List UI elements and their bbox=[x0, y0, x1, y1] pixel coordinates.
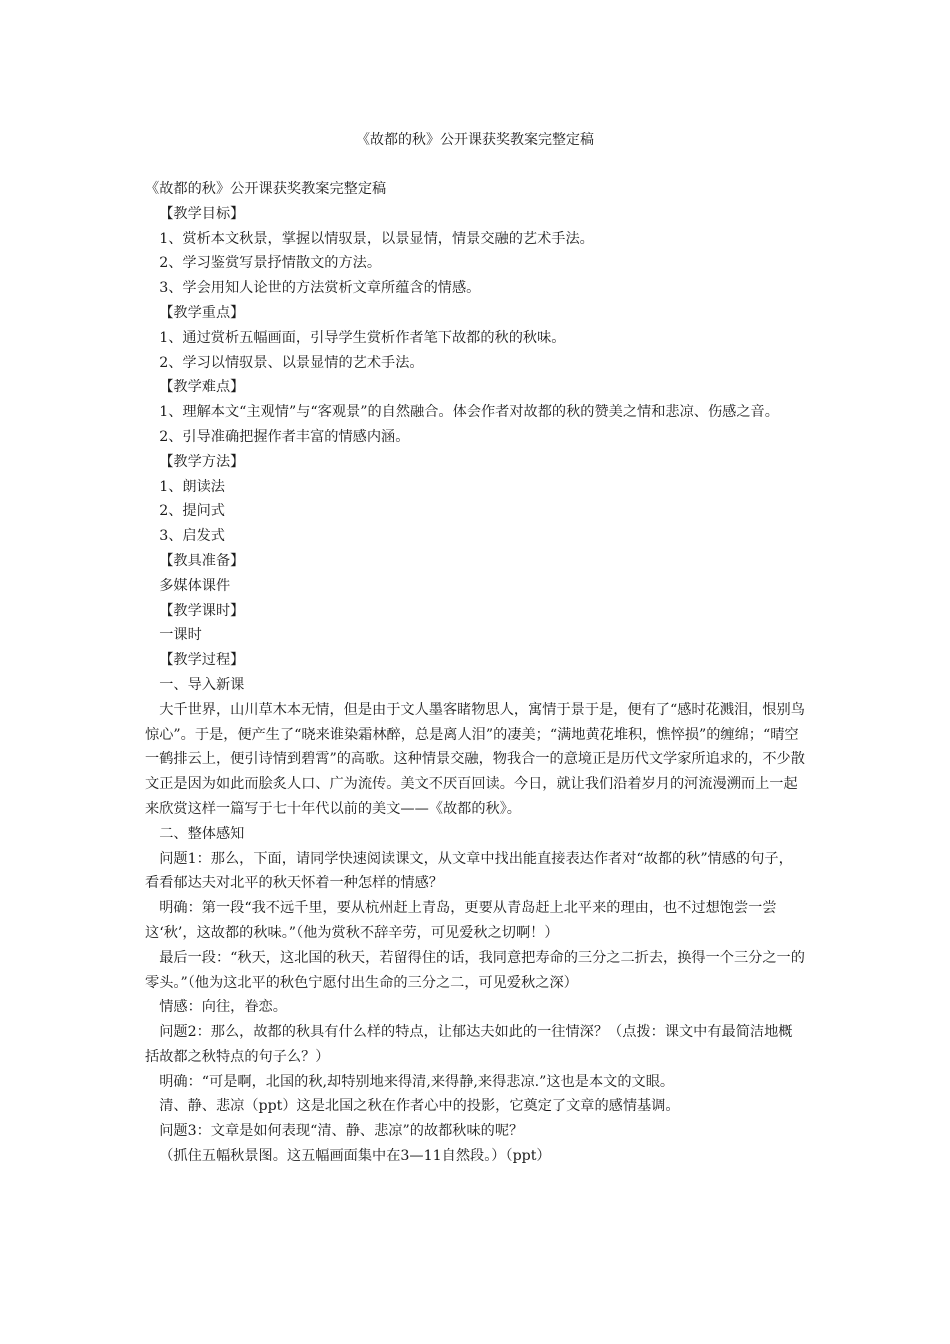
paragraph: 2、提问式 bbox=[159, 503, 225, 520]
paragraph: 2、引导准确把握作者丰富的情感内涵。 bbox=[159, 428, 410, 445]
section-heading-objectives: 【教学目标】 bbox=[159, 205, 245, 222]
section-heading-process: 【教学过程】 bbox=[159, 652, 245, 669]
section-heading-methods: 【教学方法】 bbox=[159, 453, 245, 470]
paragraph: 1、赏析本文秋景，掌握以情驭景，以景显情，情景交融的艺术手法。 bbox=[159, 230, 594, 247]
paragraph: 最后一段：“秋天，这北国的秋天，若留得住的话，我同意把寿命的三分之二折去，换得一个三分之一的零头。”（他为这北平的秋色宁愿付出生命的三分之二，可见爱秋之深） bbox=[145, 949, 805, 991]
paragraph: 1、理解本文“主观情”与“客观景”的自然融合。体会作者对故都的秋的赞美之情和悲凉、伤感之音。 bbox=[159, 404, 779, 421]
document-body bbox=[145, 177, 805, 1169]
paragraph: 3、学会用知人论世的方法赏析文章所蕴含的情感。 bbox=[159, 280, 481, 297]
paragraph: 多媒体课件 bbox=[159, 577, 231, 594]
paragraph: 情感：向往，眷恋。 bbox=[159, 999, 287, 1016]
section-heading-key-points: 【教学重点】 bbox=[159, 304, 245, 321]
subsection-heading: 一、导入新课 bbox=[159, 676, 245, 693]
paragraph: 明确：“可是啊，北国的秋,却特别地来得清,来得静,来得悲凉.”这也是本文的文眼。 bbox=[159, 1073, 675, 1090]
paragraph: 问题1：那么，下面，请同学快速阅读课文，从文章中找出能直接表达作者对“故都的秋”情感的句子，看看郁达夫对北平的秋天怀着一种怎样的情感？ bbox=[145, 850, 793, 892]
paragraph: 问题2：那么，故都的秋具有什么样的特点，让郁达夫如此的一往情深？（点拨：课文中有最简洁地概括故都之秋特点的句子么？） bbox=[145, 1024, 793, 1065]
section-heading-materials: 【教具准备】 bbox=[159, 552, 245, 569]
paragraph: （抓住五幅秋景图。这五幅画面集中在3—11自然段。）（ppt） bbox=[159, 1148, 551, 1165]
paragraph: 1、通过赏析五幅画面，引导学生赏析作者笔下故都的秋的秋味。 bbox=[159, 329, 566, 346]
paragraph: 2、学习鉴赏写景抒情散文的方法。 bbox=[159, 255, 382, 272]
paragraph: 一课时 bbox=[159, 627, 202, 644]
section-heading-hours: 【教学课时】 bbox=[159, 602, 245, 619]
paragraph: 3、启发式 bbox=[159, 528, 225, 545]
doc-heading: 《故都的秋》公开课获奖教案完整定稿 bbox=[145, 181, 387, 197]
paragraph: 2、学习以情驭景、以景显情的艺术手法。 bbox=[159, 354, 424, 371]
paragraph: 大千世界，山川草木本无情，但是由于文人墨客睹物思人，寓情于景于是，便有了“感时花溅泪，恨别鸟惊心”。于是，便产生了“晓来谁染霜林醉，总是离人泪”的凄美；“满地黄花堆积，憔悴损”的缠绵；“晴空一鹤排云上，便引诗情到碧霄”的高歌。这种情景交融，物我合一的意境正是历代文学家所追求的，不少散文正是因为如此而脍炙人口、广为流传。美文不厌百回读。今日，就让我们沿着岁月的河流漫溯而上一起来欣赏这样一篇写于七十年代以前的美文——《故都的秋》。 bbox=[145, 701, 805, 817]
paragraph: 1、朗读法 bbox=[159, 478, 225, 495]
page-title: 《故都的秋》公开课获奖教案完整定稿 bbox=[356, 132, 594, 148]
subsection-heading: 二、整体感知 bbox=[159, 825, 245, 842]
paragraph: 明确：第一段“我不远千里，要从杭州赶上青岛，更要从青岛赶上北平来的理由，也不过想饱尝一尝这‘秋’，这故都的秋味。”（他为赏秋不辞辛劳，可见爱秋之切啊！） bbox=[145, 900, 777, 941]
paragraph: 问题3：文章是如何表现“清、静、悲凉”的故都秋味的呢？ bbox=[159, 1123, 524, 1140]
section-heading-difficulties: 【教学难点】 bbox=[159, 379, 245, 396]
paragraph: 清、静、悲凉（ppt）这是北国之秋在作者心中的投影，它奠定了文章的感情基调。 bbox=[159, 1098, 680, 1115]
